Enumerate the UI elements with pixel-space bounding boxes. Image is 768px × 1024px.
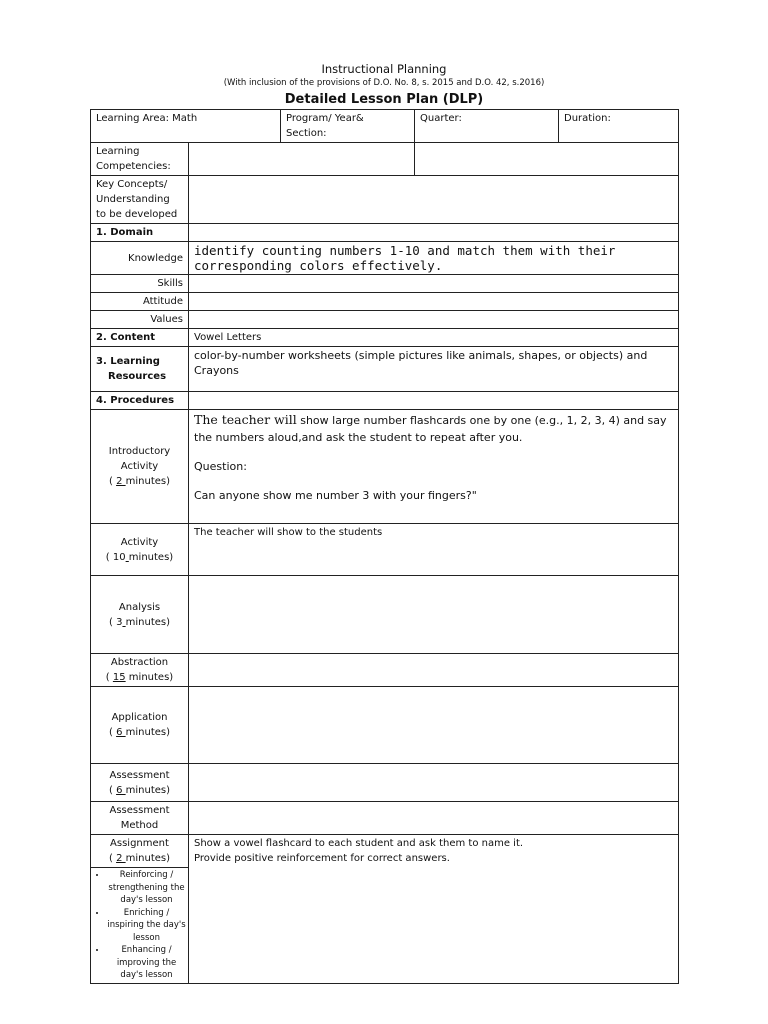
- content-row: [91, 329, 679, 347]
- application-row: [91, 687, 679, 764]
- resources-value[interactable]: color-by-number worksheets (simple pictures like animals, shapes, or objects) and Crayons: [189, 347, 679, 392]
- knowledge-label: Knowledge: [91, 242, 189, 275]
- assessment-method-cell[interactable]: [189, 802, 679, 835]
- assessment-cell[interactable]: [189, 764, 679, 802]
- competencies-row: [91, 143, 679, 176]
- introductory-value[interactable]: The teacher will show large number flashcards one by one (e.g., 1, 2, 3, 4) and say the numbers aloud,and ask the student to repeat after you. Question: Can anyone show me number 3 with your fingers?": [189, 410, 679, 524]
- assessment-row: [91, 764, 679, 802]
- plan-title: Detailed Lesson Plan (DLP): [284, 92, 484, 107]
- lesson-plan-table: [90, 109, 679, 984]
- key-concepts-cell[interactable]: [189, 176, 679, 224]
- skills-label: Skills: [91, 275, 189, 293]
- application-label: Application ( 6 minutes): [91, 687, 189, 764]
- key-concepts-label: Key Concepts/ Understanding to be developed: [91, 176, 189, 224]
- knowledge-value[interactable]: identify counting numbers 1-10 and match them with their corresponding colors effectively.: [189, 242, 679, 275]
- assignment-purpose-list: [93, 869, 186, 982]
- content-value[interactable]: Vowel Letters: [189, 329, 679, 347]
- knowledge-row: [91, 242, 679, 275]
- content-label: 2. Content: [91, 329, 189, 347]
- assignment-value[interactable]: Show a vowel flashcard to each student and ask them to name it. Provide positive reinforcement for correct answers.: [189, 835, 679, 984]
- list-item: • Enhancing / improving the day's lesson: [107, 944, 186, 982]
- competencies-cell-1[interactable]: [189, 143, 415, 176]
- resources-row: [91, 347, 679, 392]
- introductory-row: [91, 410, 679, 524]
- list-item: • Enriching / inspiring the day's lesson: [107, 907, 186, 945]
- activity-label: Activity ( 10 minutes): [91, 524, 189, 576]
- document-subtitle: (With inclusion of the provisions of D.O. No. 8, s. 2015 and D.O. 42, s.2016): [223, 78, 545, 88]
- attitude-label: Attitude: [91, 293, 189, 311]
- quarter-cell[interactable]: Quarter:: [415, 110, 559, 143]
- document-title: Instructional Planning: [321, 62, 447, 76]
- application-cell[interactable]: [189, 687, 679, 764]
- assignment-purpose-label: [91, 868, 189, 984]
- domain-label: 1. Domain: [91, 224, 189, 242]
- info-row: [91, 110, 679, 143]
- assignment-label: Assignment ( 2 minutes): [91, 835, 189, 868]
- learning-area-cell[interactable]: Learning Area: Math: [91, 110, 281, 143]
- attitude-row: [91, 293, 679, 311]
- procedures-cell[interactable]: [189, 392, 679, 410]
- assessment-method-row: [91, 802, 679, 835]
- assessment-label: Assessment ( 6 minutes): [91, 764, 189, 802]
- assessment-method-label: Assessment Method: [91, 802, 189, 835]
- procedures-row: [91, 392, 679, 410]
- abstraction-label: Abstraction ( 15 minutes): [91, 654, 189, 687]
- assignment-row: [91, 835, 679, 868]
- skills-cell[interactable]: [189, 275, 679, 293]
- activity-value[interactable]: The teacher will show to the students: [189, 524, 679, 576]
- attitude-cell[interactable]: [189, 293, 679, 311]
- values-label: Values: [91, 311, 189, 329]
- duration-cell[interactable]: Duration:: [559, 110, 679, 143]
- values-row: [91, 311, 679, 329]
- analysis-cell[interactable]: [189, 576, 679, 654]
- key-concepts-row: [91, 176, 679, 224]
- introductory-label: Introductory Activity ( 2 minutes): [91, 410, 189, 524]
- program-section-cell[interactable]: Program/ Year& Section:: [281, 110, 415, 143]
- competencies-label: Learning Competencies:: [91, 143, 189, 176]
- abstraction-cell[interactable]: [189, 654, 679, 687]
- abstraction-row: [91, 654, 679, 687]
- values-cell[interactable]: [189, 311, 679, 329]
- competencies-cell-2[interactable]: [415, 143, 679, 176]
- skills-row: [91, 275, 679, 293]
- list-item: • Reinforcing / strengthening the day's lesson: [107, 869, 186, 907]
- domain-cell[interactable]: [189, 224, 679, 242]
- activity-row: [91, 524, 679, 576]
- analysis-label: Analysis ( 3 minutes): [91, 576, 189, 654]
- domain-row: [91, 224, 679, 242]
- resources-label: 3. Learning Resources: [91, 347, 189, 392]
- analysis-row: [91, 576, 679, 654]
- procedures-label: 4. Procedures: [91, 392, 189, 410]
